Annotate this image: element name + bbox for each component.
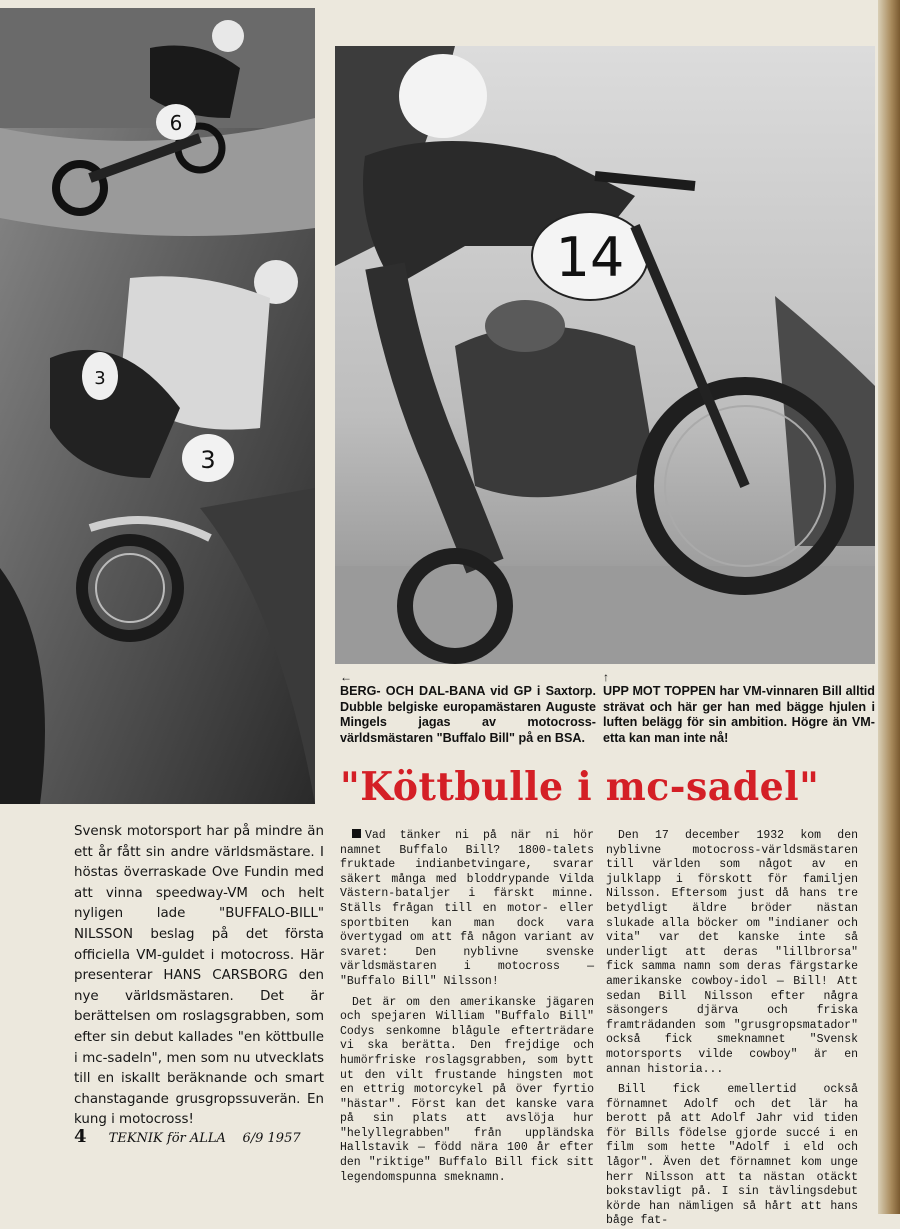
bike-number-6: 6 — [169, 111, 183, 135]
arrow-up-icon: ↑ — [603, 670, 609, 684]
caption-right-text: UPP MOT TOPPEN har VM-vinnaren Bill alltid strävat och här ger han med bägge hjulen i luften belägg för sin ambition. Högre än VM-etta kan man inte nå! — [603, 684, 875, 745]
caption-right — [603, 672, 875, 746]
page-footer — [74, 1126, 374, 1147]
issue-date: 6/9 1957 — [242, 1131, 301, 1146]
svg-text:3: 3 — [94, 368, 106, 389]
paragraph: Bill fick emellertid också förnamnet Adolf och det lär ha berott på att Adolf Jahr vid tiden för Bills födelse gjorde succé i en film som hette "Adolf i eld och lågor". Även det förnamnet kom unge herr Nilsson att ta nästan otäckt bokstavligt på. I sin tävlingsdebut körde han nämligen så hårt att hans båge fat- — [606, 1083, 858, 1228]
photo-riders-descending — [0, 8, 315, 804]
square-bullet-icon — [352, 829, 361, 838]
bike-number-14: 14 — [555, 226, 625, 289]
article-headline: "Köttbulle i mc-sadel" — [340, 764, 820, 810]
paragraph: Den 17 december 1932 kom den nyblivne motocross-världsmästaren till världen som något av en julklapp i förskott för familjen Nilsson. Eftersom just då hans tre betydligt äldre bröder nästan slukade alla böcker om "indianer och vita" var det kanske inte så underligt att deras "lillbrorsa" fick samma namn som deras färgstarke amerikanske cowboy-idol — Bill! Att sedan Bill Nilsson efter några säsongers djärva och friska framträdanden som "grusgropsmatador" också fick smeknamnet "Svensk motorsports vilde cowboy" är en annan historia... — [606, 829, 858, 1076]
caption-left-text: BERG- OCH DAL-BANA vid GP i Saxtorp. Dubble belgiske europamästaren Auguste Mingels jagas av motocross-världsmästaren "Buffalo Bill" på en BSA. — [340, 684, 596, 745]
caption-left — [340, 672, 596, 746]
magazine-title: TEKNIK för ALLA — [108, 1131, 226, 1146]
article-column-2 — [606, 829, 858, 1229]
svg-text:3: 3 — [200, 446, 216, 474]
article-intro: Svensk motorsport har på mindre än ett år fått sin andre världsmästare. I höstas överraskade Ove Fundin med att vinna speedway-VM och helt nyligen lade "BUFFALO-BILL" NILSSON beslag på det första officiella VM-guldet i motocross. Här presenterar HANS CARSBORG den nye världsmästaren. Det är berättelsen om roslagsgrabben, som efter sin debut kallades "en köttbulle i mc-sadeln", men som nu utvecklats till en iskallt beräknande och smart chanstagande grusgropssuverän. En kung i motocross! — [74, 824, 324, 1128]
page-number: 4 — [74, 1126, 87, 1147]
paragraph: Vad tänker ni på när ni hör namnet Buffalo Bill? 1800-talets fruktade indianbetvingare, svarar säkert många med bloddrypande Vilda Västern-bataljer i färskt minne. Ställs frågan till en motor- eller sportbiten kan man dock vara övertygad om att få någon variant av svaret: Den nyblivne svenske världsmästaren i motocross — "Buffalo Bill" Nilsson! — [340, 829, 594, 988]
article-column-1 — [340, 829, 594, 1185]
paragraph: Det är om den amerikanske jägaren och spejaren William "Buffalo Bill" Codys senkomne blågule efterträdare vi ska berätta. Den frejdige och humörfriske roslagsgrabben, som bytt ut den vilt frustande hingsten mot en ettrig motorcykel på över fyrtio "hästar". Först kan det kanske vara på sin plats att avslöja hur "helyllegrabben" från uppländska Hallstavik — född nära 100 år efter den "riktige" Buffalo Bill fick sitt legendomspunna smeknamn. — [340, 995, 594, 1184]
page-edge — [878, 0, 900, 1214]
photo-rider-jump — [335, 46, 875, 664]
arrow-left-icon: ← — [340, 670, 352, 684]
